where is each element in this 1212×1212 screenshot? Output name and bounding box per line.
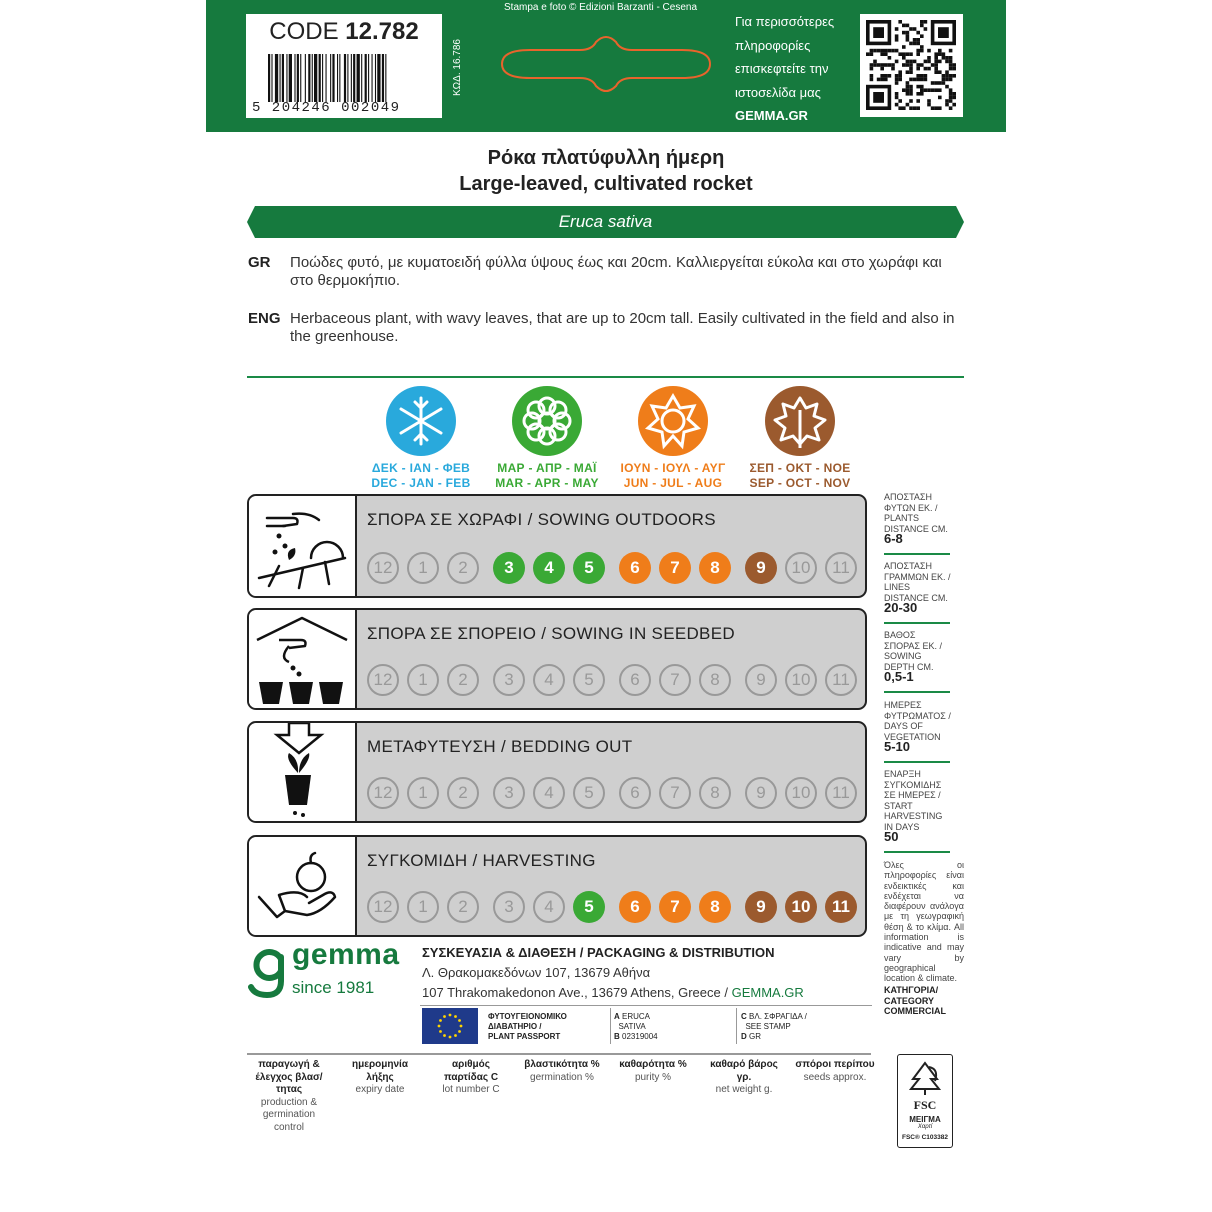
month-12: 12 xyxy=(367,891,399,923)
lot-field: ημερομηνία λήξης expiry date xyxy=(352,1059,408,1095)
month-4: 4 xyxy=(533,891,565,923)
credit-text: Stampa e foto © Edizioni Barzanti - Cesena xyxy=(504,2,698,13)
calendar-row xyxy=(247,721,867,823)
calendar-row xyxy=(247,835,867,937)
spec-divider xyxy=(884,553,950,555)
spec-item: ΗΜΕΡΕΣ ΦΥΤΡΩΜΑΤΟΣ / DAYS OF VEGETATION 5-10 xyxy=(884,700,964,753)
month-4: 4 xyxy=(533,777,565,809)
month-1: 1 xyxy=(407,664,439,696)
month-6: 6 xyxy=(619,777,651,809)
flower-icon xyxy=(512,386,582,456)
row-label: ΣΠΟΡΑ ΣΕ ΣΠΟΡΕΙΟ / SOWING IN SEEDBED xyxy=(367,624,735,643)
season-label-en: MAR - APR - MAY xyxy=(495,476,599,490)
month-7: 7 xyxy=(659,891,691,923)
month-5: 5 xyxy=(573,777,605,809)
barcode-box xyxy=(246,14,442,118)
month-11: 11 xyxy=(825,552,857,584)
month-10: 10 xyxy=(785,552,817,584)
lot-field: βλαστικότητα % germination % xyxy=(524,1059,600,1083)
month-5: 5 xyxy=(573,891,605,923)
month-3: 3 xyxy=(493,777,525,809)
spec-item: ΑΠΟΣΤΑΣΗ ΓΡΑΜΜΩΝ ΕΚ. / LINES DISTANCE CM. 20-30 xyxy=(884,561,964,614)
divider xyxy=(247,376,964,378)
season-label-gr: ΜΑΡ - ΑΠΡ - ΜΑΪ xyxy=(497,461,597,475)
month-2: 2 xyxy=(447,891,479,923)
month-9: 9 xyxy=(745,891,777,923)
kod-number: ΚΩΔ. 16.786 xyxy=(452,39,463,96)
leaf-icon xyxy=(765,386,835,456)
spec-divider xyxy=(884,691,950,693)
month-6: 6 xyxy=(619,891,651,923)
spec-divider xyxy=(884,761,950,763)
lot-field: καθαρότητα % purity % xyxy=(619,1059,687,1083)
spec-item: ΑΠΟΣΤΑΣΗ ΦΥΤΩΝ ΕΚ. / PLANTS DISTANCE CM. 6-8 xyxy=(884,492,964,545)
month-1: 1 xyxy=(407,891,439,923)
fsc-code: FSC® C103382 xyxy=(902,1134,948,1141)
row-label: ΣΠΟΡΑ ΣΕ ΧΩΡΑΦΙ / SOWING OUTDOORS xyxy=(367,510,716,529)
season-label-gr: ΣΕΠ - ΟΚΤ - ΝΟΕ xyxy=(749,461,851,475)
month-10: 10 xyxy=(785,664,817,696)
month-9: 9 xyxy=(745,664,777,696)
month-11: 11 xyxy=(825,891,857,923)
month-3: 3 xyxy=(493,891,525,923)
sowing-outdoors-icon xyxy=(249,496,357,596)
month-5: 5 xyxy=(573,552,605,584)
month-3: 3 xyxy=(493,552,525,584)
month-8: 8 xyxy=(699,664,731,696)
qr-code[interactable] xyxy=(860,14,963,117)
description-gr: Ποώδες φυτό, με κυματοειδή φύλλα ύψους έως και 20cm. Καλλιεργείται εύκολα και στο χωράφι και στο θερμοκήπιο. xyxy=(290,254,942,289)
month-1: 1 xyxy=(407,552,439,584)
eu-flag-icon xyxy=(422,1008,478,1044)
brand-since: since 1981 xyxy=(292,978,375,997)
spec-divider xyxy=(884,851,950,853)
description-en: Herbaceous plant, with wavy leaves, that are up to 20cm tall. Easily cultivated in the field and also in the greenhouse. xyxy=(290,310,955,345)
month-11: 11 xyxy=(825,664,857,696)
month-5: 5 xyxy=(573,664,605,696)
calendar-row xyxy=(247,494,867,598)
spec-item: ΒΑΘΟΣ ΣΠΟΡΑΣ ΕΚ. / SOWING DEPTH CM. 0,5-1 xyxy=(884,630,964,683)
address-greek: Λ. Θρακομακεδόνων 107, 13679 Αθήνα xyxy=(422,965,651,980)
month-2: 2 xyxy=(447,664,479,696)
season-label-en: JUN - JUL - AUG xyxy=(623,476,723,490)
info-text: Για περισσότερες πληροφορίες επισκεφτείτε την ιστοσελίδα μας GEMMA.GR xyxy=(735,14,835,123)
calendar-row xyxy=(247,608,867,710)
spec-value: 20-30 xyxy=(884,600,918,615)
month-4: 4 xyxy=(533,664,565,696)
spec-item: ΕΝΑΡΞΗ ΣΥΓΚΟΜΙΔΗΣ ΣΕ ΗΜΕΡΕΣ / START HARVESTING IN DAYS 50 xyxy=(884,769,964,843)
fsc-mix: ΜΕΙΓΜΑ xyxy=(909,1115,941,1124)
passport-ab: A ERUCA SATIVA B 02319004 xyxy=(614,1012,658,1041)
month-6: 6 xyxy=(619,552,651,584)
lot-field: αριθμός παρτίδας C lot number C xyxy=(442,1059,500,1095)
barcode-number: 5 204246 002049 xyxy=(252,100,401,116)
month-2: 2 xyxy=(447,552,479,584)
season-label-gr: ΔΕΚ - ΙΑΝ - ΦΕΒ xyxy=(371,461,471,475)
gemma-logo-icon xyxy=(247,945,291,1001)
month-2: 2 xyxy=(447,777,479,809)
passport-divider xyxy=(610,1008,611,1044)
month-3: 3 xyxy=(493,664,525,696)
barcode-icon xyxy=(268,54,420,102)
row-label: ΣΥΓΚΟΜΙΔΗ / HARVESTING xyxy=(367,851,596,870)
packaging-title: ΣΥΣΚΕΥΑΣΙΑ & ΔΙΑΘΕΣΗ / PACKAGING & DISTRIBUTION xyxy=(422,945,775,960)
category: ΚΑΤΗΓΟΡΙΑ/ CATEGORY COMMERCIAL xyxy=(884,985,946,1016)
spec-value: 50 xyxy=(884,829,899,844)
spec-value: 6-8 xyxy=(884,531,903,546)
fsc-badge xyxy=(897,1054,953,1148)
sowing-seedbed-icon xyxy=(249,610,357,708)
row-label: ΜΕΤΑΦΥΤΕΥΣΗ / BEDDING OUT xyxy=(367,737,633,756)
bottom-divider xyxy=(247,1053,871,1055)
title-greek: Ρόκα πλατύφυλλη ήμερη xyxy=(487,147,725,169)
month-9: 9 xyxy=(745,552,777,584)
fsc-label: FSC xyxy=(913,1098,937,1112)
sun-icon xyxy=(638,386,708,456)
address-english: 107 Thrakomakedonon Ave., 13679 Athens, Greece / GEMMA.GR xyxy=(422,985,804,1000)
sidebar-note: Όλες οι πληροφορίες είναι ενδεικτικές και ενδέχεται να διαφέρουν ανάλογα με τη γεωγραφική θέση & το κλίμα. All information is indicative and may vary by geographical location & climate. xyxy=(884,860,964,984)
lot-field: παραγωγή & έλεγχος βλασ/τητας production & germination control xyxy=(255,1059,323,1133)
month-12: 12 xyxy=(367,552,399,584)
season-label-gr: ΙΟΥΝ - ΙΟΥΛ - ΑΥΓ xyxy=(620,461,726,475)
month-1: 1 xyxy=(407,777,439,809)
spec-divider xyxy=(884,622,950,624)
passport-cd: C ΒΛ. ΣΦΡΑΓΙΔΑ / SEE STAMP D GR xyxy=(741,1012,807,1041)
fsc-tree-icon xyxy=(905,1059,945,1097)
month-12: 12 xyxy=(367,664,399,696)
qr-code-icon xyxy=(860,14,963,117)
brand-name: gemma xyxy=(292,938,400,971)
lot-field: καθαρό βάρος γρ. net weight g. xyxy=(710,1059,778,1095)
month-11: 11 xyxy=(825,777,857,809)
spec-value: 5-10 xyxy=(884,739,911,754)
snowflake-icon xyxy=(386,386,456,456)
season-label-en: DEC - JAN - FEB xyxy=(371,476,471,490)
month-6: 6 xyxy=(619,664,651,696)
lang-tag-en: ENG xyxy=(248,310,281,327)
lang-tag-gr: GR xyxy=(248,254,271,271)
month-8: 8 xyxy=(699,891,731,923)
hanger-hole-icon xyxy=(500,34,712,94)
month-7: 7 xyxy=(659,552,691,584)
month-7: 7 xyxy=(659,777,691,809)
month-9: 9 xyxy=(745,777,777,809)
month-12: 12 xyxy=(367,777,399,809)
lot-field: σπόροι περίπου seeds approx. xyxy=(795,1059,875,1083)
harvesting-icon xyxy=(249,837,357,935)
bedding-out-icon xyxy=(249,723,357,821)
product-code: CODE 12.782 xyxy=(269,18,419,45)
month-4: 4 xyxy=(533,552,565,584)
month-7: 7 xyxy=(659,664,691,696)
month-10: 10 xyxy=(785,891,817,923)
month-8: 8 xyxy=(699,777,731,809)
season-label-en: SEP - OCT - NOV xyxy=(749,476,851,490)
website-link[interactable]: GEMMA.GR xyxy=(731,985,804,1000)
passport-title: ΦΥΤΟΥΓΕΙΟΝΟΜΙΚΟ ΔΙΑΒΑΤΗΡΙΟ / PLANT PASSPORT xyxy=(488,1012,567,1041)
fsc-paper: Χαρτί xyxy=(917,1124,933,1130)
month-10: 10 xyxy=(785,777,817,809)
passport-divider-2 xyxy=(736,1008,737,1044)
title-english: Large-leaved, cultivated rocket xyxy=(459,173,753,195)
latin-name: Eruca sativa xyxy=(558,212,653,231)
spec-value: 0,5-1 xyxy=(884,669,914,684)
month-8: 8 xyxy=(699,552,731,584)
